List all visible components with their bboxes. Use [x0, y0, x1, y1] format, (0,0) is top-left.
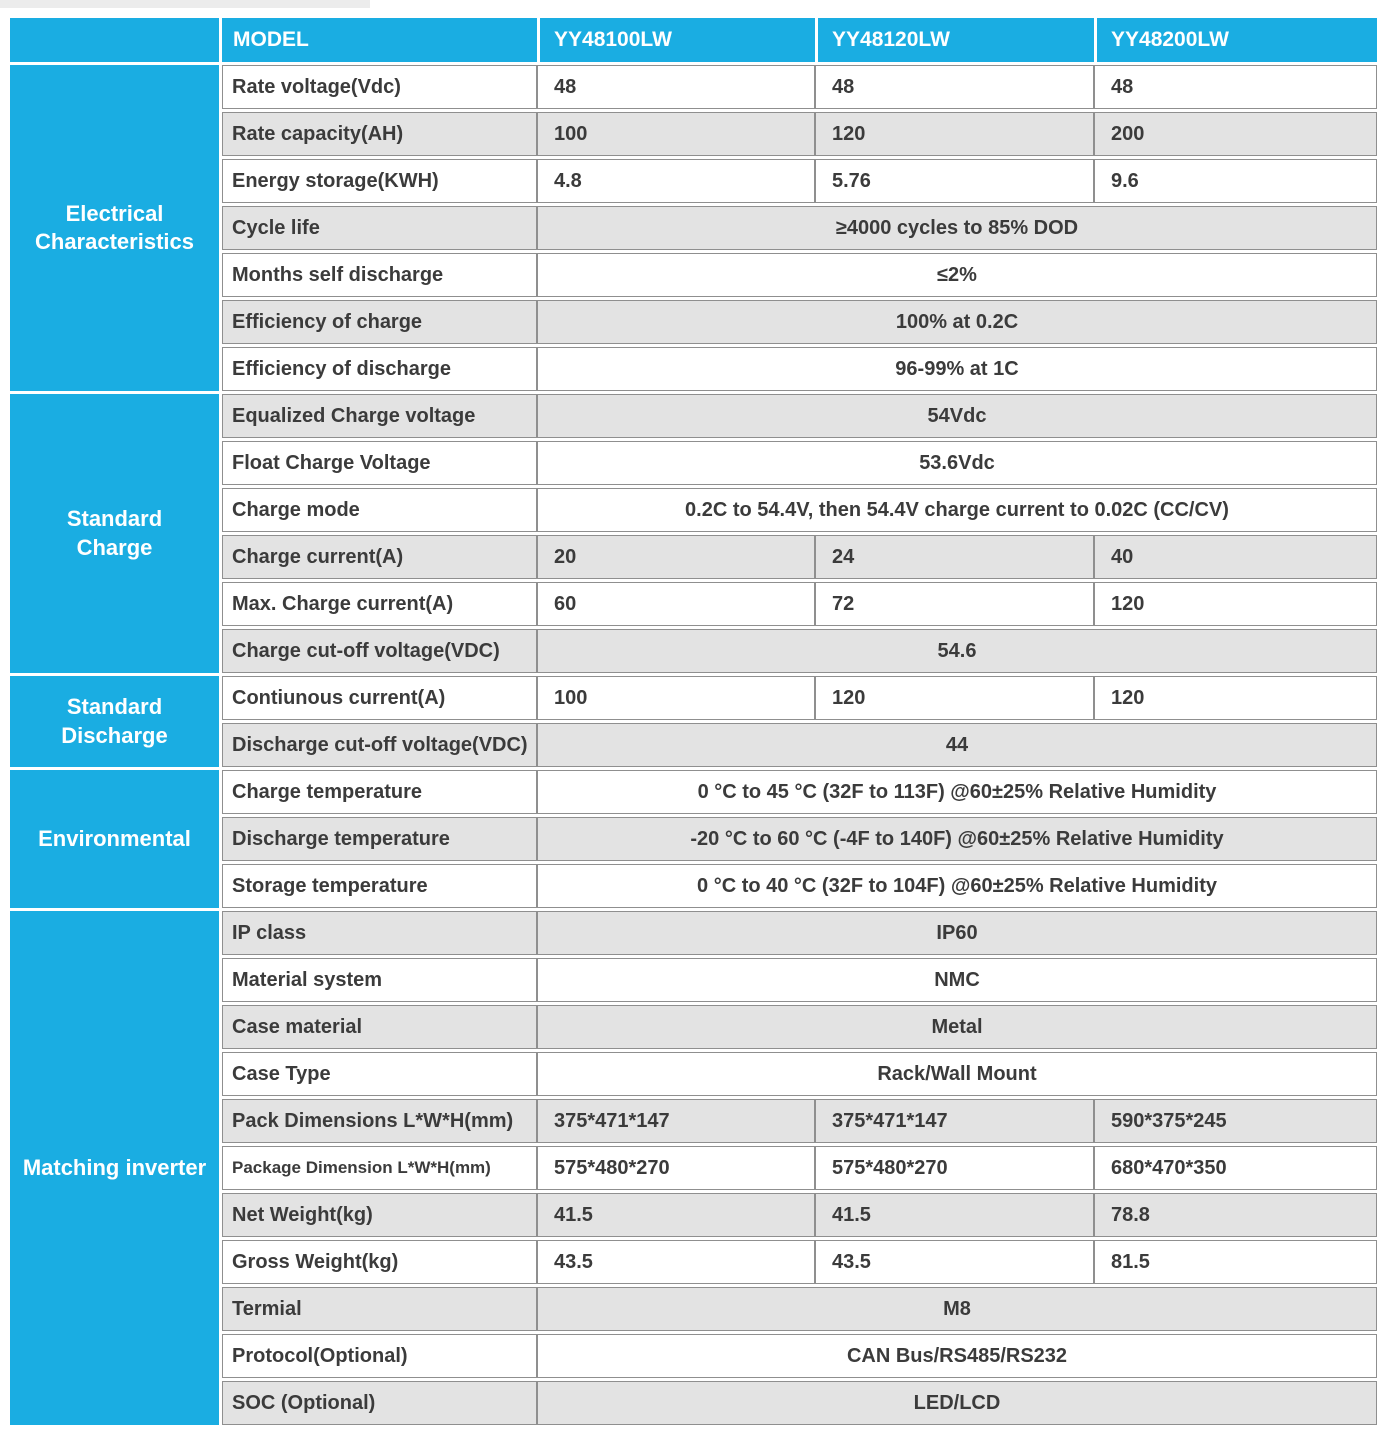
spec-label: Protocol(Optional): [222, 1334, 537, 1378]
spec-value: 100: [537, 676, 815, 720]
column-header-model-2: YY48120LW: [815, 18, 1094, 62]
table-row: [10, 676, 1377, 720]
section-label-text: Environmental: [38, 825, 191, 851]
section-label-electrical-characteristics: [10, 65, 222, 391]
spec-value: 590*375*245: [1094, 1099, 1377, 1143]
spec-label: Discharge temperature: [222, 817, 537, 861]
spec-value: 100: [537, 112, 815, 156]
spec-label: Max. Charge current(A): [222, 582, 537, 626]
spec-label: Charge cut-off voltage(VDC): [222, 629, 537, 673]
spec-value: 40: [1094, 535, 1377, 579]
spec-value-span: 0.2C to 54.4V, then 54.4V charge current to 0.02C (CC/CV): [537, 488, 1377, 532]
spec-value: 24: [815, 535, 1094, 579]
spec-value: 575*480*270: [815, 1146, 1094, 1190]
table-row: [10, 770, 1377, 814]
spec-value: 4.8: [537, 159, 815, 203]
spec-value: 60: [537, 582, 815, 626]
section-label-text: Standard Charge: [66, 506, 163, 560]
spec-label: Cycle life: [222, 206, 537, 250]
spec-value: 43.5: [537, 1240, 815, 1284]
spec-value: 81.5: [1094, 1240, 1377, 1284]
spec-label: Rate capacity(AH): [222, 112, 537, 156]
section-label-standard-discharge: [10, 676, 222, 767]
spec-value: 680*470*350: [1094, 1146, 1377, 1190]
table-row: [10, 394, 1377, 438]
spec-value: 41.5: [537, 1193, 815, 1237]
battery-spec-table: [10, 15, 1377, 1428]
table-row: [10, 65, 1377, 109]
spec-value: 5.76: [815, 159, 1094, 203]
spec-value: 120: [1094, 676, 1377, 720]
spec-label: Contiunous current(A): [222, 676, 537, 720]
spec-value-span: ≥4000 cycles to 85% DOD: [537, 206, 1377, 250]
column-header-model-3: YY48200LW: [1094, 18, 1377, 62]
spec-label: Float Charge Voltage: [222, 441, 537, 485]
table-header-row: [10, 18, 1377, 62]
spec-value: 575*480*270: [537, 1146, 815, 1190]
spec-value: 78.8: [1094, 1193, 1377, 1237]
spec-label: Case material: [222, 1005, 537, 1049]
spec-value-span: M8: [537, 1287, 1377, 1331]
spec-label: Charge current(A): [222, 535, 537, 579]
column-header-model: MODEL: [222, 18, 537, 62]
section-label-text: Matching inverter: [22, 1154, 207, 1180]
spec-label: IP class: [222, 911, 537, 955]
spec-value: 48: [537, 65, 815, 109]
spec-value: 200: [1094, 112, 1377, 156]
spec-value: 72: [815, 582, 1094, 626]
spec-label: Pack Dimensions L*W*H(mm): [222, 1099, 537, 1143]
section-label-environmental: [10, 770, 222, 908]
spec-label: Package Dimension L*W*H(mm): [222, 1146, 537, 1190]
spec-value-span: 53.6Vdc: [537, 441, 1377, 485]
spec-value-span: ≤2%: [537, 253, 1377, 297]
spec-label: Material system: [222, 958, 537, 1002]
section-label-standard-charge: [10, 394, 222, 673]
spec-label: Net Weight(kg): [222, 1193, 537, 1237]
spec-value: 20: [537, 535, 815, 579]
spec-value-span: 54Vdc: [537, 394, 1377, 438]
spec-value: 48: [1094, 65, 1377, 109]
spec-value: 43.5: [815, 1240, 1094, 1284]
table-row: [10, 911, 1377, 955]
spec-label: Gross Weight(kg): [222, 1240, 537, 1284]
spec-label: Case Type: [222, 1052, 537, 1096]
spec-label: Efficiency of discharge: [222, 347, 537, 391]
spec-value-span: 0 °C to 40 °C (32F to 104F) @60±25% Relative Humidity: [537, 864, 1377, 908]
spec-value-span: 0 °C to 45 °C (32F to 113F) @60±25% Relative Humidity: [537, 770, 1377, 814]
spec-value: 375*471*147: [815, 1099, 1094, 1143]
spec-value-span: 54.6: [537, 629, 1377, 673]
spec-label: Efficiency of charge: [222, 300, 537, 344]
spec-value: 120: [1094, 582, 1377, 626]
spec-label: Rate voltage(Vdc): [222, 65, 537, 109]
section-label-matching-inverter: [10, 911, 222, 1425]
spec-value: 41.5: [815, 1193, 1094, 1237]
spec-value: 9.6: [1094, 159, 1377, 203]
spec-label: Energy storage(KWH): [222, 159, 537, 203]
spec-label: Charge temperature: [222, 770, 537, 814]
spec-value-span: IP60: [537, 911, 1377, 955]
spec-value-span: Metal: [537, 1005, 1377, 1049]
column-header-model-1: YY48100LW: [537, 18, 815, 62]
spec-label: Discharge cut-off voltage(VDC): [222, 723, 537, 767]
spec-label: Termial: [222, 1287, 537, 1331]
spec-label: Storage temperature: [222, 864, 537, 908]
section-label-text: Standard Discharge: [61, 694, 168, 748]
section-label-text: Electrical Characteristics: [35, 200, 194, 254]
spec-value-span: LED/LCD: [537, 1381, 1377, 1425]
corner-cell: [10, 18, 222, 62]
spec-value-span: NMC: [537, 958, 1377, 1002]
spec-value-span: Rack/Wall Mount: [537, 1052, 1377, 1096]
spec-value: 120: [815, 676, 1094, 720]
spec-label: Months self discharge: [222, 253, 537, 297]
spec-value-span: CAN Bus/RS485/RS232: [537, 1334, 1377, 1378]
spec-value: 120: [815, 112, 1094, 156]
spec-value-span: 96-99% at 1C: [537, 347, 1377, 391]
spec-label: Charge mode: [222, 488, 537, 532]
spec-label: SOC (Optional): [222, 1381, 537, 1425]
spec-label: Equalized Charge voltage: [222, 394, 537, 438]
spec-value-span: 100% at 0.2C: [537, 300, 1377, 344]
spec-value-span: 44: [537, 723, 1377, 767]
top-artifact-strip: [0, 0, 370, 8]
spec-value: 375*471*147: [537, 1099, 815, 1143]
spec-value: 48: [815, 65, 1094, 109]
spec-value-span: -20 °C to 60 °C (-4F to 140F) @60±25% Relative Humidity: [537, 817, 1377, 861]
